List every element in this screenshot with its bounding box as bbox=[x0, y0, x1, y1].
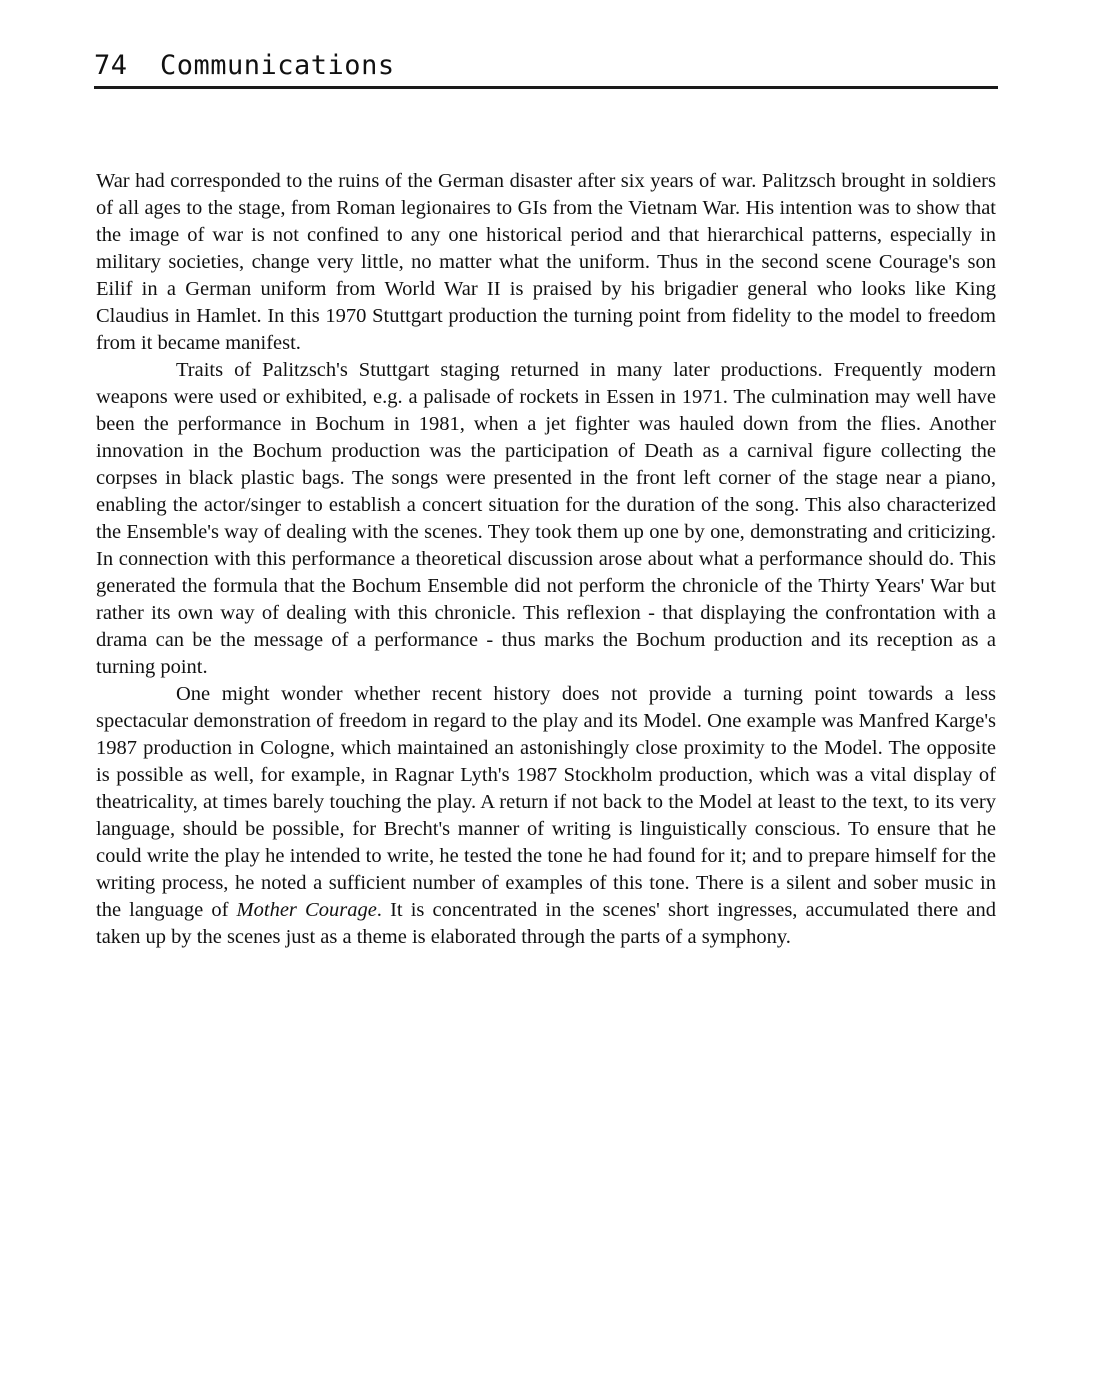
page-header bbox=[94, 46, 998, 89]
paragraph-1: War had corresponded to the ruins of the German disaster after six years of war. Palitzsch brought in soldiers of all ages to the stage, from Roman legionaires to GIs from the Vietnam War. His intention was to show that the image of war is not confined to any one historical period and that hierarchical patterns, especially in military societies, change very little, no matter what the uniform. Thus in the second scene Courage's son Eilif in a German uniform from World War II is praised by his brigadier general who looks like King Claudius in Hamlet. In this 1970 Stuttgart production the turning point from fidelity to the model to freedom from it became manifest. bbox=[96, 170, 996, 354]
page-number: 74 bbox=[94, 50, 128, 81]
play-title-italic: Mother Courage bbox=[236, 899, 377, 921]
paragraph-3 bbox=[96, 681, 996, 951]
body-text bbox=[96, 168, 996, 951]
paragraph-2: Traits of Palitzsch's Stuttgart staging returned in many later productions. Frequently modern weapons were used or exhibited, e.g. a palisade of rockets in Essen in 1971. The culmination may well have been the performance in Bochum in 1981, when a jet fighter was hauled down from the flies. Another innovation in the Bochum production was the participation of Death as a carnival figure collecting the corpses in black plastic bags. The songs were presented in the front left corner of the stage near a piano, enabling the actor/singer to establish a concert situation for the duration of the song. This also characterized the Ensemble's way of dealing with the scenes. They took them up one by one, demonstrating and criticizing. In connection with this performance a theoretical discussion arose about what a performance should do. This generated the formula that the Bochum Ensemble did not perform the chronicle of the Thirty Years' War but rather its own way of dealing with this chronicle. This reflexion - that displaying the confrontation with a drama can be the message of a performance - thus marks the Bochum production and its reception as a turning point. bbox=[96, 359, 996, 678]
running-title: Communications bbox=[160, 50, 395, 81]
paragraph-3-text-after: . It is concentrated in the scenes' short ingresses, accumulated there and taken up by the scenes just as a theme is elaborated through the parts of a symphony. bbox=[96, 899, 996, 948]
paragraph-3-text-before: One might wonder whether recent history does not provide a turning point towards a less spectacular demonstration of freedom in regard to the play and its Model. One example was Manfred Karge's 1987 production in Cologne, which maintained an astonishingly close proximity to the Model. The opposite is possible as well, for example, in Ragnar Lyth's 1987 Stockholm production, which was a vital display of theatricality, at times barely touching the play. A return if not back to the Model at least to the text, to its very language, should be possible, for Brecht's manner of writing is linguistically conscious. To ensure that he could write the play he intended to write, he tested the tone he had found for it; and to prepare himself for the writing process, he noted a sufficient number of examples of this tone. There is a silent and sober music in the language of bbox=[96, 683, 996, 921]
